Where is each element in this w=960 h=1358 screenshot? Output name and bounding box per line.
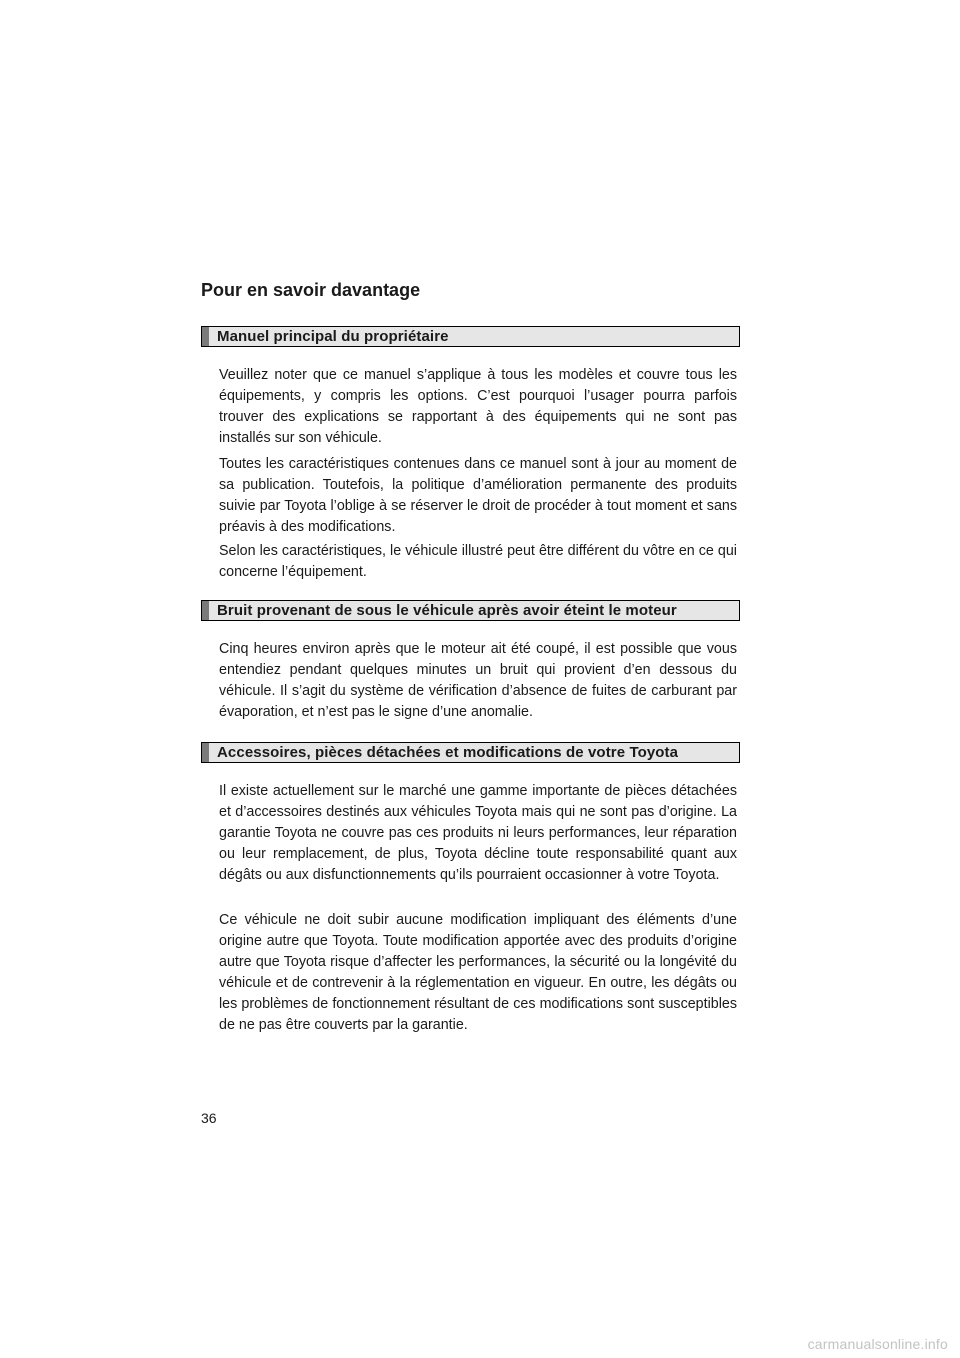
section-header-engine-noise — [201, 600, 740, 621]
paragraph: Cinq heures environ après que le moteur ait été coupé, il est possible que vous entendiez pendant quelques minutes un bruit qui provient d’en dessous du véhicule. Il s’agit du système de vérification d’absence de fuites de carburant par évaporation, et n’est pas le signe d’une anomalie. — [219, 641, 737, 720]
section-heading: Manuel principal du propriétaire — [217, 328, 449, 345]
watermark: carmanualsonline.info — [807, 1336, 948, 1352]
paragraph: Selon les caractéristiques, le véhicule illustré peut être différent du vôtre en ce qui concerne l’équipement. — [219, 543, 737, 580]
section-marker — [202, 601, 209, 620]
paragraph: Toutes les caractéristiques contenues dans ce manuel sont à jour au moment de sa publication. Toutefois, la politique d’amélioration permanente des produits suivie par Toyota l’oblige à se réserver le droit de procéder à tout moment et sans préavis à des modifications. — [219, 456, 737, 535]
section-header-accessories — [201, 742, 740, 763]
paragraph: Ce véhicule ne doit subir aucune modification impliquant des éléments d’une origine autre que Toyota. Toute modification apportée avec des produits d’origine autre que Toyota risque d’affecter les performances, la sécurité ou la longévité du véhicule et de contrevenir à la réglementation en vigueur. En outre, les dégâts ou les problèmes de fonctionnement résultant de ces modifications sont susceptibles de ne pas être couverts par la garantie. — [219, 912, 737, 1033]
paragraph: Veuillez noter que ce manuel s’applique à tous les modèles et couvre tous les équipements, y compris les options. C’est pourquoi l’usager pourra parfois trouver des explications se rapportant à des équipements qui ne sont pas installés sur son véhicule. — [219, 367, 737, 446]
section-heading: Accessoires, pièces détachées et modifications de votre Toyota — [217, 744, 679, 761]
section-marker — [202, 743, 209, 762]
section-header-owners-manual — [201, 326, 740, 347]
page-number: 36 — [201, 1110, 217, 1126]
section-heading: Bruit provenant de sous le véhicule après avoir éteint le moteur — [217, 602, 677, 619]
section-marker — [202, 327, 209, 346]
paragraph: Il existe actuellement sur le marché une gamme importante de pièces détachées et d’accessoires destinés aux véhicules Toyota mais qui ne sont pas d’origine. La garantie Toyota ne couvre pas ces produits ni leurs performances, leur réparation ou leur remplacement, de plus, Toyota décline toute responsabilité quant aux dégâts ou aux disfunctionnements qu’ils pourraient occasionner à votre Toyota. — [219, 783, 737, 883]
page-title: Pour en savoir davantage — [201, 280, 421, 300]
